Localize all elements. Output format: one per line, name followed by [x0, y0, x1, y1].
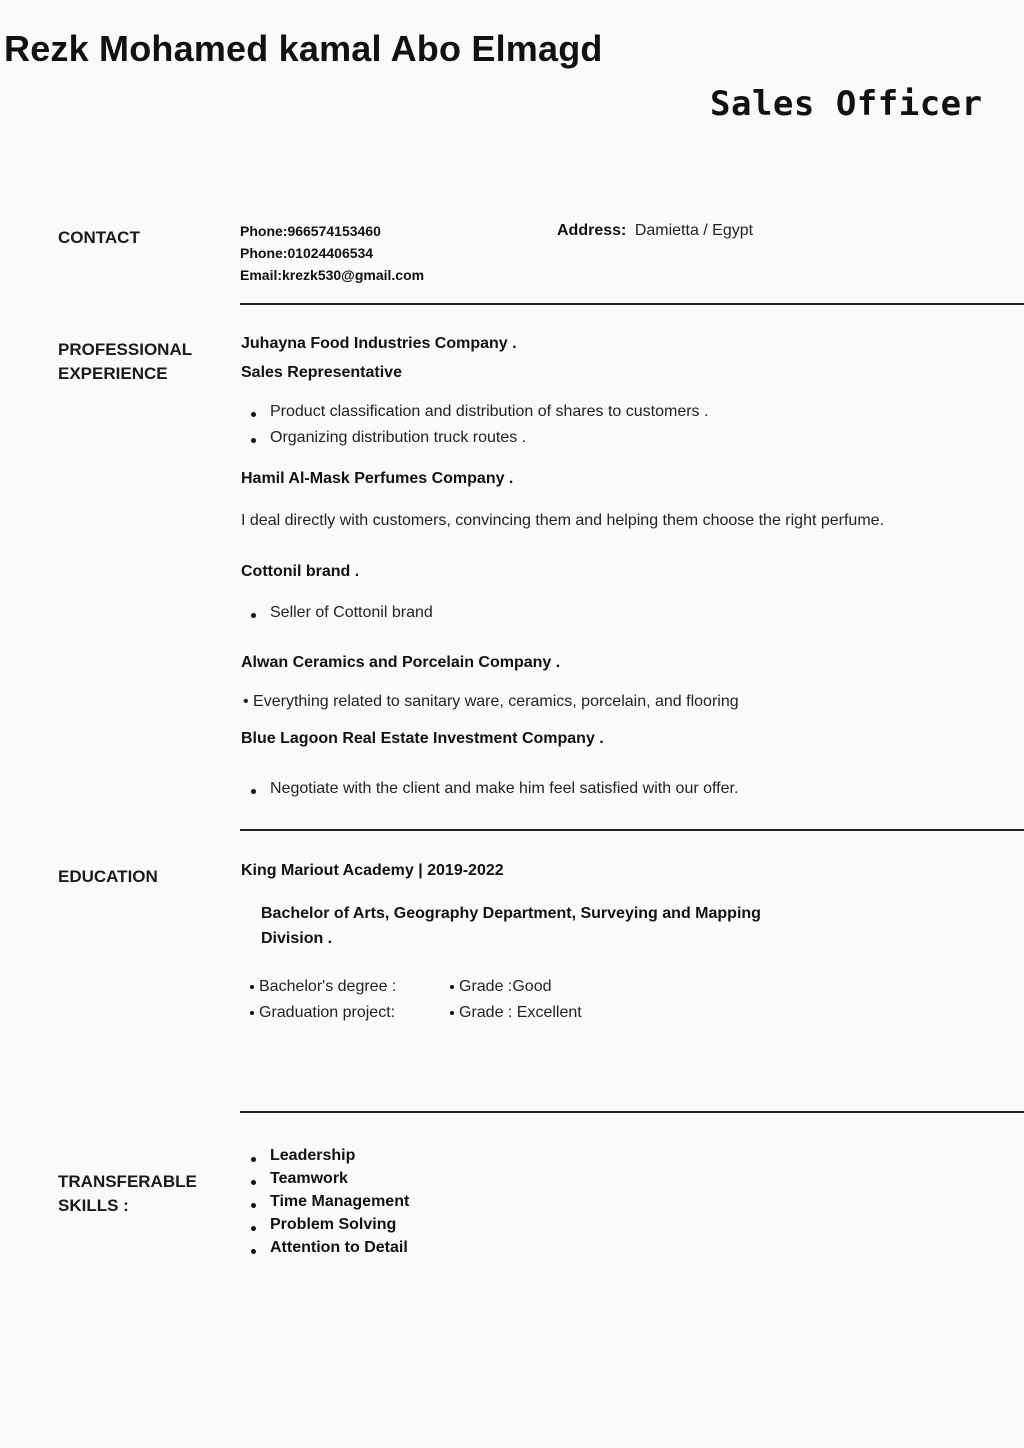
juhayna-duties — [240, 399, 708, 451]
bullet-dot — [250, 1011, 254, 1015]
contact-details — [240, 220, 424, 286]
list-item: Product classification and distribution of shares to customers . — [240, 399, 708, 425]
bullet-dot — [450, 1011, 454, 1015]
section-label-contact: CONTACT — [58, 228, 140, 247]
divider — [240, 1111, 1024, 1113]
company-juhayna: Juhayna Food Industries Company . — [241, 335, 517, 352]
divider — [240, 829, 1024, 831]
skill-item: Time Management — [240, 1190, 409, 1213]
skill-item: Teamwork — [240, 1167, 409, 1190]
company-blue-lagoon: Blue Lagoon Real Estate Investment Company . — [241, 730, 604, 747]
skill-item: Attention to Detail — [240, 1236, 409, 1259]
hamil-description: I deal directly with customers, convincing them and helping them choose the right perfume. — [241, 512, 884, 529]
bullet-dot — [250, 985, 254, 989]
job-title: Sales Officer — [710, 84, 983, 124]
education-row — [250, 974, 396, 999]
education-row-label: Graduation project: — [259, 1004, 396, 1021]
education-institution: King Mariout Academy | 2019-2022 — [241, 862, 504, 879]
candidate-name: Rezk Mohamed kamal Abo Elmagd — [4, 28, 603, 69]
list-item: Negotiate with the client and make him feel satisfied with our offer. — [240, 776, 738, 802]
blue-lagoon-duties — [240, 776, 738, 802]
divider — [240, 303, 1024, 305]
education-degree: Bachelor of Arts, Geography Department, Surveying and Mapping Division . — [261, 905, 761, 947]
education-row — [250, 1000, 395, 1025]
skill-item: Problem Solving — [240, 1213, 409, 1236]
address-label: Address: — [557, 222, 627, 239]
alwan-description: • Everything related to sanitary ware, ceramics, porcelain, and flooring — [243, 693, 739, 710]
section-label-skills: TRANSFERABLE SKILLS : — [58, 1172, 197, 1215]
role-juhayna: Sales Representative — [241, 364, 402, 381]
education-row — [450, 1000, 582, 1025]
address — [557, 220, 753, 242]
company-hamil: Hamil Al-Mask Perfumes Company . — [241, 470, 514, 487]
section-label-experience: PROFESSIONAL EXPERIENCE — [58, 340, 193, 383]
email: Email:krezk530@gmail.com — [240, 267, 425, 283]
company-cottonil: Cottonil brand . — [241, 563, 360, 580]
list-item: Organizing distribution truck routes . — [240, 425, 708, 451]
skill-item: Leadership — [240, 1144, 409, 1167]
address-value: Damietta / Egypt — [634, 222, 754, 239]
skills-list — [240, 1144, 409, 1259]
phone-secondary: Phone:01024406534 — [240, 245, 374, 261]
education-row-grade: Grade :Good — [459, 978, 552, 995]
phone-primary: Phone:966574153460 — [240, 223, 381, 239]
education-row-grade: Grade : Excellent — [459, 1004, 582, 1021]
cottonil-duties — [240, 600, 433, 626]
company-alwan: Alwan Ceramics and Porcelain Company . — [241, 654, 561, 671]
list-item: Seller of Cottonil brand — [240, 600, 433, 626]
section-label-education: EDUCATION — [58, 867, 158, 886]
education-row-label: Bachelor's degree : — [259, 978, 397, 995]
education-row — [450, 974, 552, 999]
bullet-dot — [450, 985, 454, 989]
